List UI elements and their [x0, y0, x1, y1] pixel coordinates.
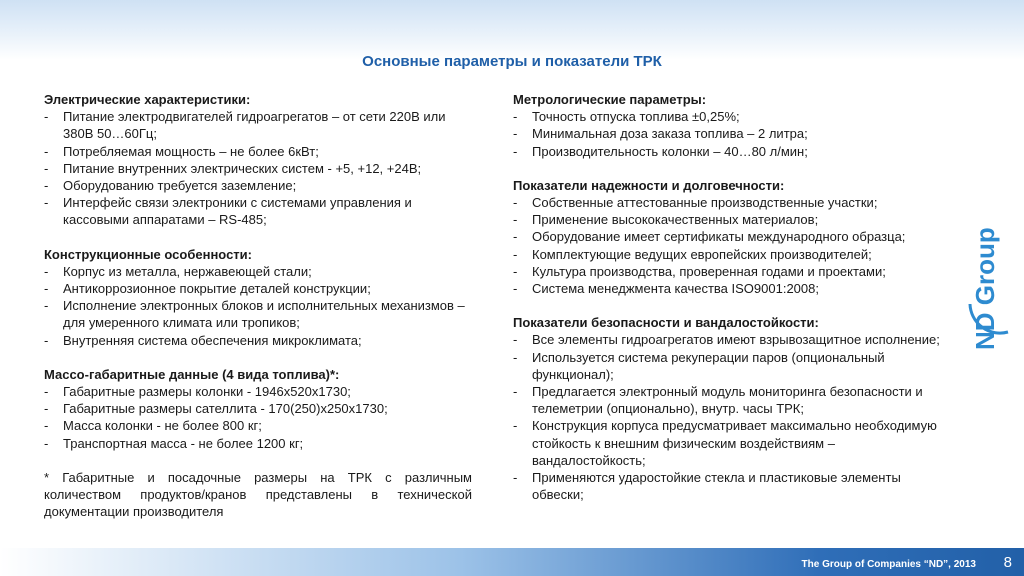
list-item: - Габаритные размеры колонки - 1946х520х1730; [44, 383, 472, 400]
list-item: - Точность отпуска топлива ±0,25%; [513, 108, 941, 125]
reliability-list [513, 194, 941, 297]
section-title-safety: Показатели безопасности и вандалостойкости: [513, 315, 819, 331]
list-item: - Применяются ударостойкие стекла и пластиковые элементы обвески; [513, 469, 941, 503]
list-item: - Корпус из металла, нержавеющей стали; [44, 263, 472, 280]
list-item: - Интерфейс связи электроники с системами управления и кассовыми аппаратами – RS-485; [44, 194, 472, 228]
list-item: - Транспортная масса - не более 1200 кг; [44, 435, 472, 452]
right-column [513, 91, 941, 503]
list-item: - Система менеджмента качества ISO9001:2008; [513, 280, 941, 297]
section-title-metrology: Метрологические параметры: [513, 92, 707, 107]
list-item: - Оборудование имеет сертификаты международного образца; [513, 228, 941, 245]
mass-list [44, 383, 472, 452]
construction-list [44, 263, 472, 349]
list-item: - Применение высококачественных материалов; [513, 211, 941, 228]
section-title-construction: Конструкционные особенности: [44, 246, 252, 262]
list-item: - Внутренняя система обеспечения микроклимата; [44, 332, 472, 349]
slide-title: Основные параметры и показатели ТРК [362, 53, 662, 70]
list-item: - Потребляемая мощность – не более 6кВт; [44, 143, 472, 160]
logo-text: ND Group [970, 227, 1000, 350]
list-item: - Комплектующие ведущих европейских производителей; [513, 246, 941, 263]
left-column [44, 91, 472, 520]
list-item: - Питание электродвигателей гидроагрегатов – от сети 220В или 380В 50…60Гц; [44, 108, 472, 142]
list-item: - Исполнение электронных блоков и исполнительных механизмов – для умеренного климата или тропиков; [44, 297, 472, 331]
list-item: - Конструкция корпуса предусматривает максимально необходимую стойкость к внешним физическим воздействиям – вандалостойкость; [513, 417, 941, 469]
nd-group-logo [952, 212, 1018, 362]
list-item: - Антикоррозионное покрытие деталей конструкции; [44, 280, 472, 297]
section-title-reliability: Показатели надежности и долговечности: [513, 177, 785, 193]
list-item: - Культура производства, проверенная годами и проектами; [513, 263, 941, 280]
safety-list [513, 331, 941, 503]
page-number: 8 [1003, 554, 1012, 571]
section-title-electrical: Электрические характеристики: [44, 92, 251, 107]
list-item: - Габаритные размеры сателлита - 170(250)х250х1730; [44, 400, 472, 417]
header-band [0, 0, 1024, 60]
list-item: - Оборудованию требуется заземление; [44, 177, 472, 194]
footer-copyright: The Group of Companies “ND”, 2013 [801, 559, 976, 570]
list-item: - Минимальная доза заказа топлива – 2 литра; [513, 125, 941, 142]
list-item: - Производительность колонки – 40…80 л/мин; [513, 143, 941, 160]
list-item: - Предлагается электронный модуль мониторинга безопасности и телеметрии (опционально), внутр. часы ТРК; [513, 383, 941, 417]
section-title-mass: Массо-габаритные данные (4 вида топлива)*: [44, 366, 340, 382]
list-item: - Все элементы гидроагрегатов имеют взрывозащитное исполнение; [513, 331, 941, 348]
list-item: - Питание внутренних электрических систем - +5, +12, +24В; [44, 160, 472, 177]
list-item: - Масса колонки - не более 800 кг; [44, 417, 472, 434]
footnote: * Габаритные и посадочные размеры на ТРК с различным количеством продуктов/кранов представлены в технической документации производителя [44, 469, 472, 520]
metrology-list [513, 108, 941, 160]
list-item: - Используется система рекуперации паров (опциональный функционал); [513, 349, 941, 383]
list-item: - Собственные аттестованные производственные участки; [513, 194, 941, 211]
electrical-list [44, 108, 472, 228]
